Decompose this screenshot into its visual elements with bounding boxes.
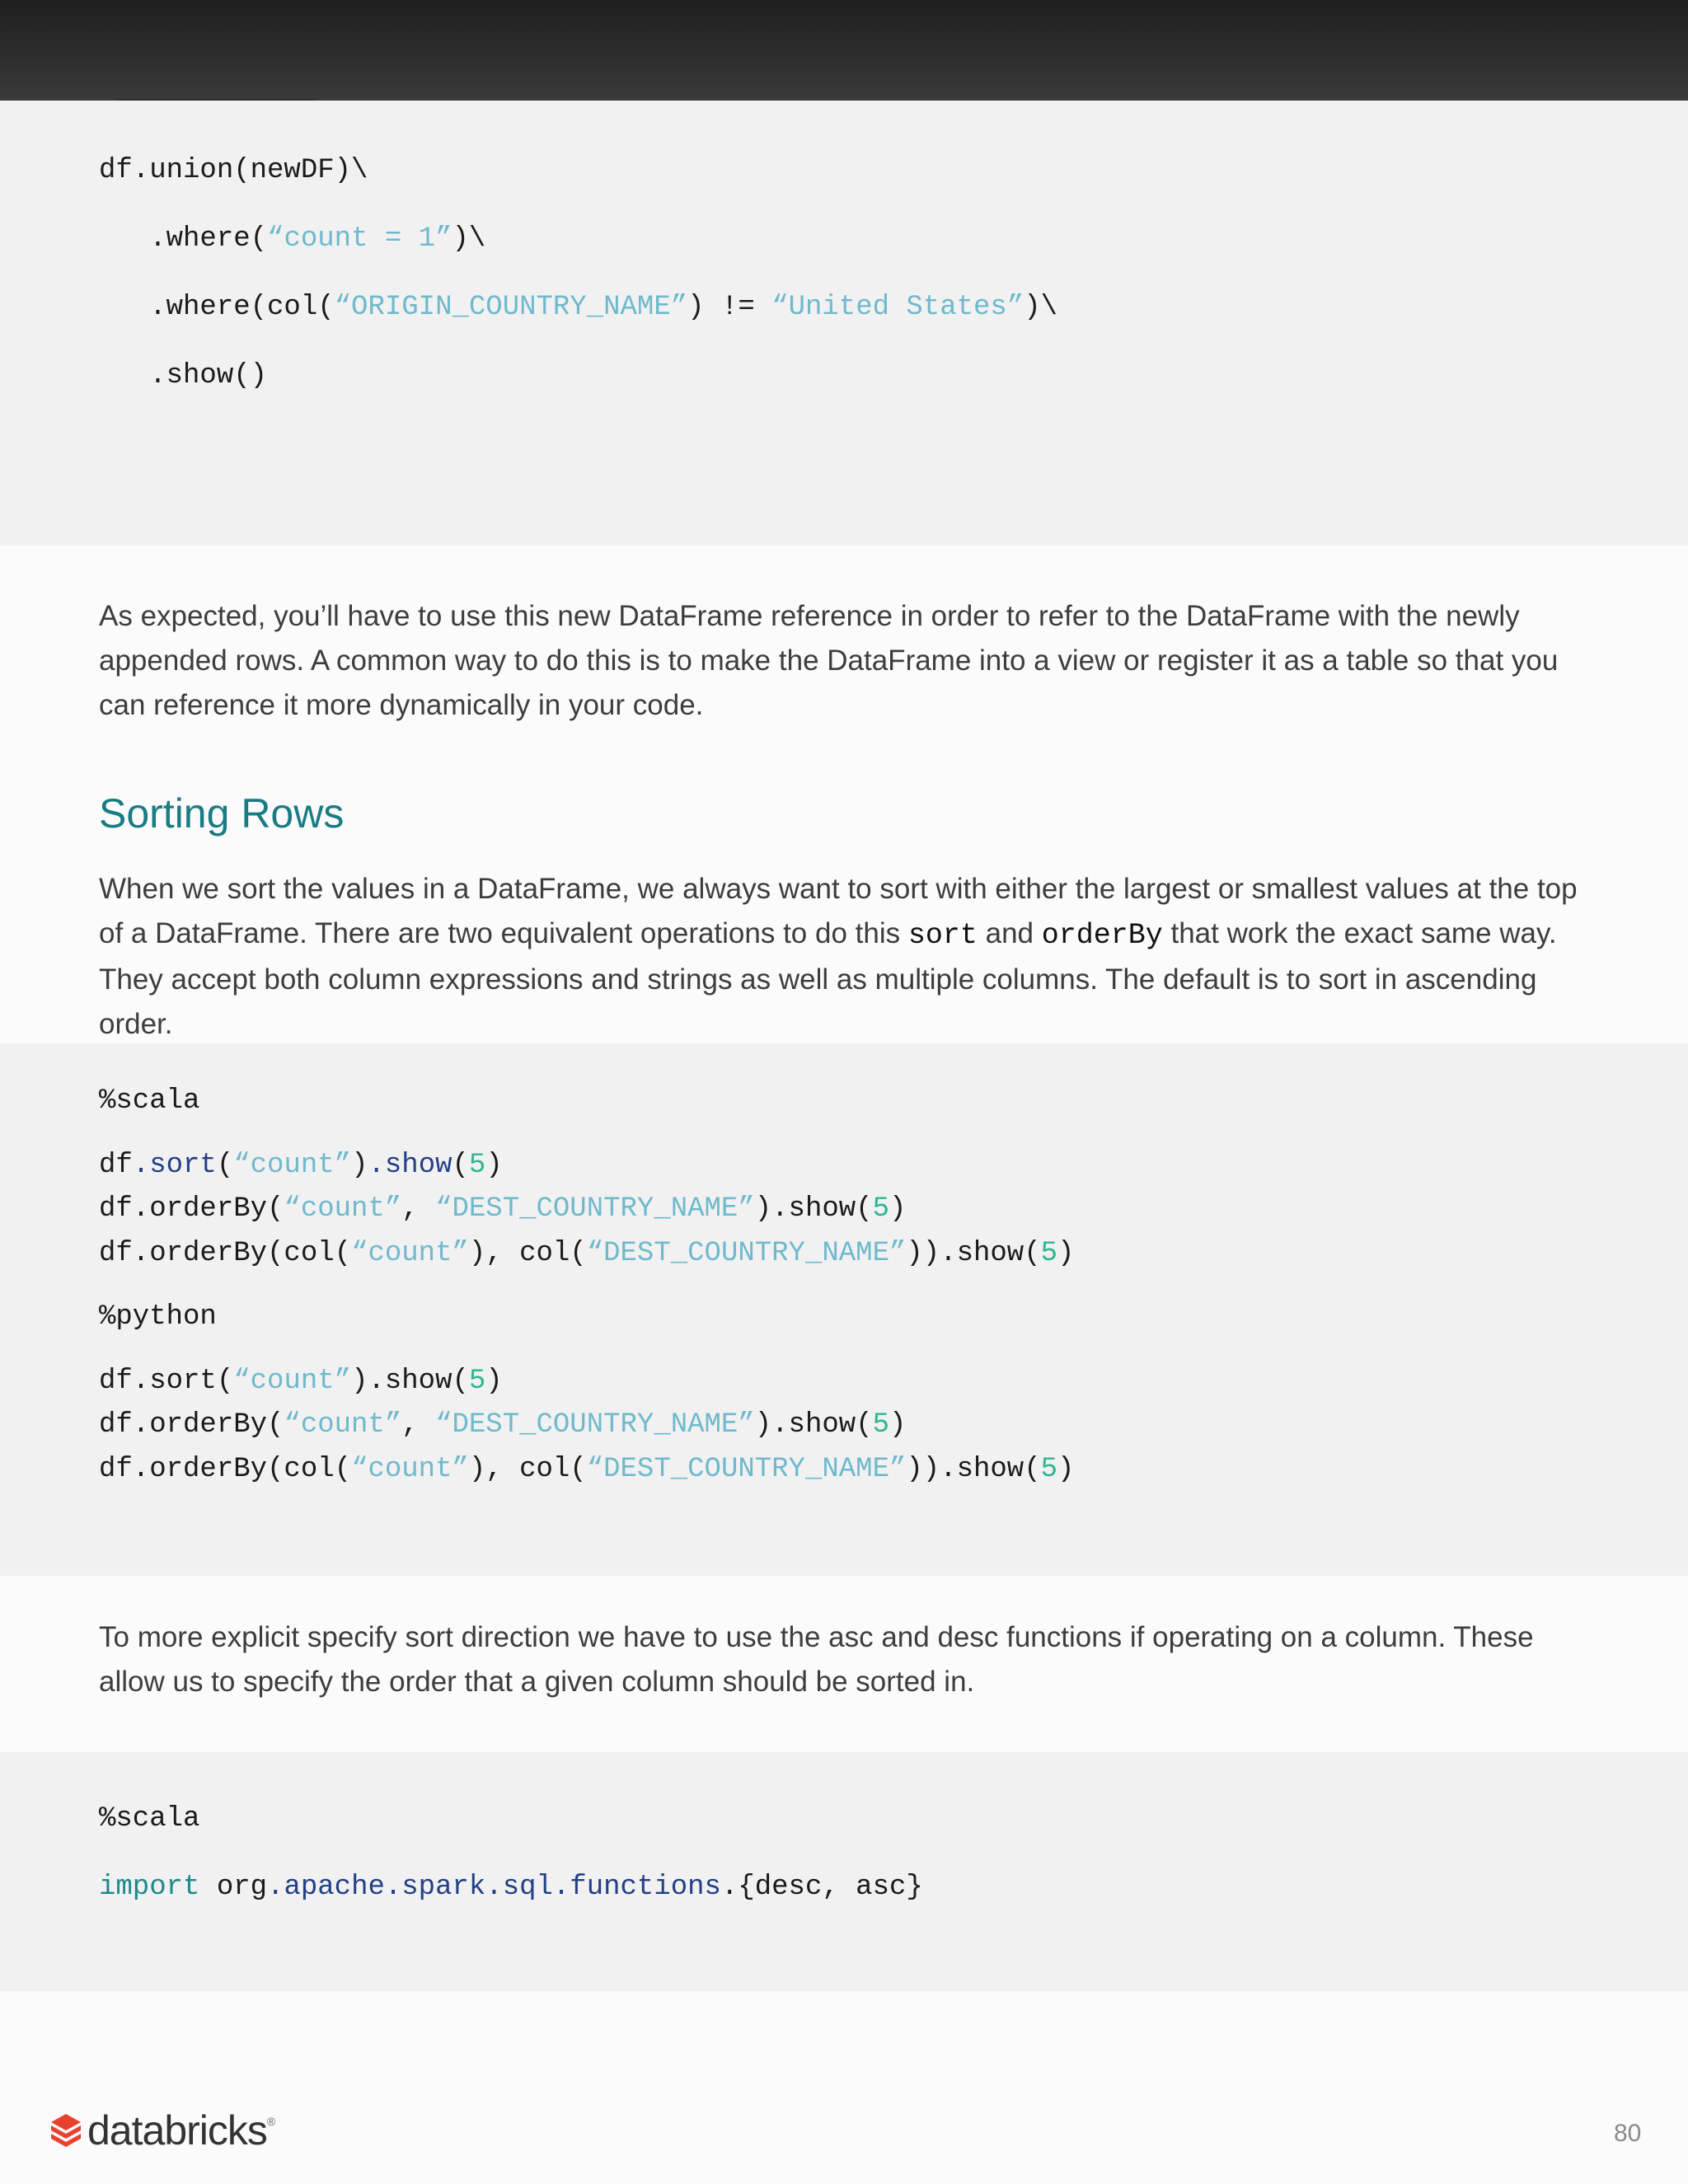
- code-token: ,: [401, 1409, 436, 1441]
- code-line: [99, 1854, 923, 1922]
- code-token: “count”: [233, 1365, 352, 1397]
- databricks-logo: [49, 2107, 275, 2154]
- code-token: “DEST_COUNTRY_NAME”: [586, 1453, 907, 1485]
- code-token: )).show(: [906, 1453, 1041, 1485]
- code-token: “count”: [351, 1453, 469, 1485]
- code-block-union: [0, 101, 1688, 546]
- code-token: “count = 1”: [267, 223, 452, 255]
- code-token: ): [889, 1409, 907, 1441]
- trademark-mark: ®: [266, 2115, 276, 2128]
- code-token: (: [452, 1149, 469, 1181]
- code-line: [99, 1340, 1074, 1360]
- code-listing-import: [99, 1785, 923, 1922]
- code-token: ) !=: [687, 292, 772, 323]
- databricks-wordmark: databricks: [87, 2107, 267, 2154]
- code-token: ): [485, 1365, 503, 1397]
- code-token: “United States”: [771, 292, 1025, 323]
- paragraph-sorting-intro: [99, 867, 1591, 1047]
- code-line: [99, 1188, 1074, 1232]
- code-token: (: [216, 1149, 234, 1181]
- code-block-sort: [0, 1043, 1688, 1576]
- code-line: [99, 1080, 1074, 1124]
- code-token: df: [99, 1149, 133, 1181]
- code-token: df.union(newDF)\: [99, 155, 368, 186]
- paragraph-union-explanation: As expected, you’ll have to use this new DataFrame reference in order to refer to the DataFrame with the newly appended rows. A common way to do this is to make the DataFrame into a view or register it as a table so that you can reference it more dynamically in your code.: [99, 600, 1559, 721]
- code-token: “count”: [351, 1237, 469, 1269]
- code-token: import: [99, 1872, 200, 1903]
- code-token: ), col(: [468, 1453, 587, 1485]
- code-line: [99, 1785, 923, 1854]
- code-token: .where(col(: [99, 292, 335, 323]
- code-token: ).show(: [754, 1409, 873, 1441]
- code-token: df.orderBy(: [99, 1193, 284, 1225]
- code-token: .where(: [99, 223, 268, 255]
- code-token: 5: [468, 1149, 486, 1181]
- section-heading: Sorting Rows: [99, 790, 345, 837]
- code-token: .sort: [132, 1149, 217, 1181]
- code-token: ): [351, 1149, 368, 1181]
- code-token: “DEST_COUNTRY_NAME”: [435, 1193, 755, 1225]
- code-token: 5: [468, 1365, 486, 1397]
- header-banner: [0, 0, 1688, 101]
- code-token: .show(): [99, 360, 268, 391]
- code-token: ): [485, 1149, 503, 1181]
- code-listing-union: [99, 137, 1057, 410]
- code-token: ).show(: [351, 1365, 469, 1397]
- code-token: ): [889, 1193, 907, 1225]
- paragraph-text: that work the exact same way. They accept both column expressions and strings as well as multiple columns. The default is to sort in ascending order.: [99, 917, 1557, 1040]
- code-token: ): [1057, 1237, 1075, 1269]
- code-token: ,: [401, 1193, 436, 1225]
- code-token: “ORIGIN_COUNTRY_NAME”: [334, 292, 688, 323]
- inline-code-orderby: orderBy: [1041, 919, 1163, 952]
- code-token: 5: [1040, 1453, 1058, 1485]
- code-token: df.orderBy(col(: [99, 1453, 352, 1485]
- code-line: [99, 1360, 1074, 1404]
- code-line: [99, 274, 1057, 342]
- code-line: [99, 1448, 1074, 1493]
- code-token: 5: [1040, 1237, 1058, 1269]
- inline-code-sort: sort: [907, 919, 978, 952]
- code-token: %scala: [99, 1803, 200, 1835]
- code-token: )\: [452, 223, 486, 255]
- databricks-logo-icon: [49, 2112, 82, 2149]
- code-line: [99, 1296, 1074, 1340]
- code-line: [99, 342, 1057, 410]
- code-line: [99, 1276, 1074, 1296]
- code-token: 5: [872, 1193, 889, 1225]
- code-token: %scala: [99, 1085, 200, 1117]
- paragraph-text: and: [977, 917, 1042, 949]
- code-line: [99, 1144, 1074, 1188]
- code-token: “DEST_COUNTRY_NAME”: [586, 1237, 907, 1269]
- code-token: )\: [1024, 292, 1058, 323]
- code-token: .show: [368, 1149, 452, 1181]
- paragraph-sort-direction: To more explicit specify sort direction we have to use the asc and desc functions if operating on a column. These allow us to specify the order that a given column should be sorted in.: [99, 1621, 1534, 1698]
- code-token: )).show(: [906, 1237, 1041, 1269]
- code-listing-sort: [99, 1080, 1074, 1492]
- code-block-import: [0, 1752, 1688, 1991]
- code-token: df.sort(: [99, 1365, 234, 1397]
- code-token: ).show(: [754, 1193, 873, 1225]
- code-token: “DEST_COUNTRY_NAME”: [435, 1409, 755, 1441]
- paragraph-text: When we sort the values in a DataFrame, we always want to sort with either the largest or smallest values at the top of a DataFrame. There are two equivalent operations to do this: [99, 873, 1578, 949]
- code-token: ), col(: [468, 1237, 587, 1269]
- code-token: %python: [99, 1301, 217, 1333]
- code-token: ): [1057, 1453, 1075, 1485]
- code-token: df.orderBy(: [99, 1409, 284, 1441]
- code-token: df.orderBy(col(: [99, 1237, 352, 1269]
- code-token: “count”: [284, 1409, 402, 1441]
- code-token: org: [199, 1872, 268, 1903]
- code-token: 5: [872, 1409, 889, 1441]
- code-token: .apache.spark.sql.functions: [267, 1872, 721, 1903]
- code-token: “count”: [233, 1149, 352, 1181]
- code-line: [99, 137, 1057, 205]
- code-line: [99, 1232, 1074, 1277]
- code-line: [99, 1404, 1074, 1448]
- code-token: .{desc, asc}: [720, 1872, 923, 1903]
- page-number: 80: [1614, 2120, 1642, 2147]
- code-token: “count”: [284, 1193, 402, 1225]
- code-line: [99, 205, 1057, 274]
- code-line: [99, 1124, 1074, 1144]
